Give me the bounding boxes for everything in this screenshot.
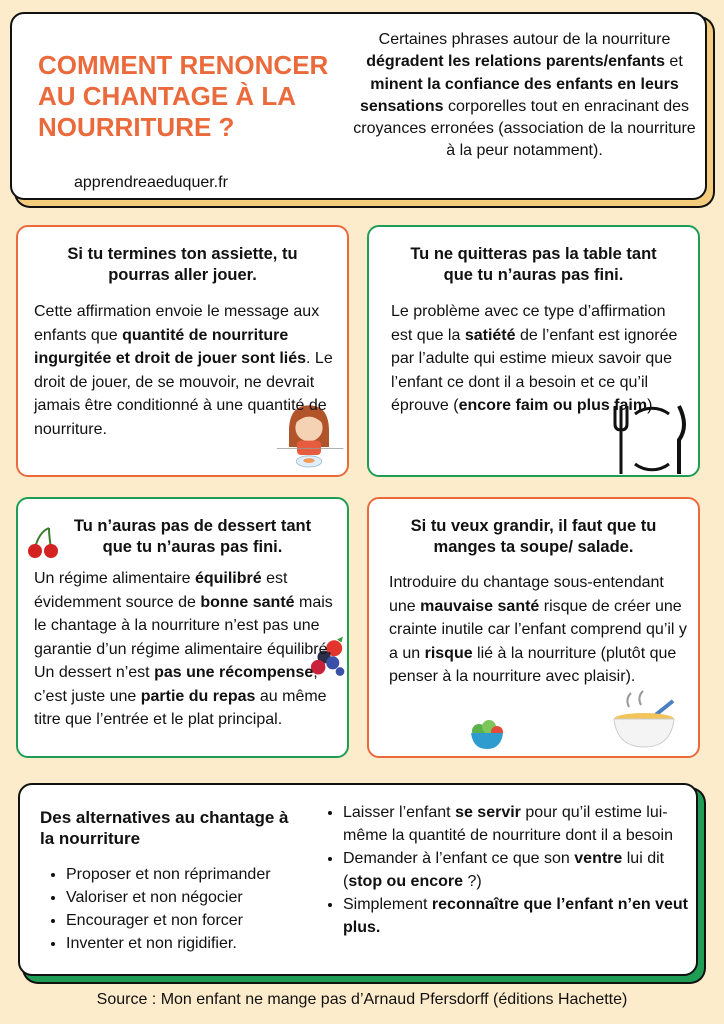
bold-text: ventre [574, 850, 623, 867]
card-dessert [16, 497, 349, 758]
text: de l’enfant est ignorée par l’adulte qui estime mieux savoir que l’enfant ce dont il a besoin et ce qu’il éprouve ( [391, 326, 678, 414]
bold-text: reconnaître que l’enfant n’en veut plus. [343, 896, 688, 936]
intro-bold: minent la confiance des enfants en leurs sensations [359, 75, 679, 115]
text: lié à la nourriture (plutôt que penser à la nourriture avec plaisir). [389, 644, 677, 685]
bold-text: pas une récompense [154, 664, 314, 681]
intro-seg: Certaines phrases autour de la nourriture [378, 31, 671, 48]
text: Introduire du chantage sous-entendant une [389, 574, 664, 615]
card-title: Tu ne quitteras pas la table tant que tu n’auras pas fini. [410, 245, 657, 284]
alternatives-left-list [48, 863, 346, 955]
page-title: COMMENT RENONCER AU CHANTAGE À LA NOURRITURE ? [38, 50, 329, 142]
text: est évidemment source de [34, 570, 288, 611]
bold-text: quantité de nourriture ingurgitée et droit de jouer sont liés [34, 326, 307, 367]
text: risque de créer une crainte inutile car l’enfant comprend qu’il y a un [389, 597, 687, 662]
bold-text: partie du repas [140, 687, 256, 705]
text: . Le droit de jouer, de se mouvoir, ne devrait jamais être conditionné à une quantité de nourriture. [34, 350, 333, 438]
header-card [10, 12, 707, 200]
card-body [391, 300, 681, 418]
text: Un régime alimentaire [34, 570, 195, 587]
site-url: apprendreaeduquer.fr [74, 174, 228, 191]
bold-text: mauvaise santé [420, 597, 540, 615]
soup-bowl-icon [609, 687, 679, 755]
card-title: Tu n’auras pas de dessert tant que tu n’auras pas fini. [73, 517, 312, 556]
list-item: • Valoriser et non négocier [66, 886, 346, 909]
list-item [343, 893, 705, 939]
card-finish-plate [16, 225, 349, 477]
intro-text [352, 29, 697, 163]
card-body [389, 571, 689, 689]
card-title: Si tu termines ton assiette, tu pourras aller jouer. [67, 245, 298, 284]
text: lui dit ( [343, 850, 665, 890]
source-citation: Source : Mon enfant ne mange pas d’Arnaud Pfersdorff (éditions Hachette) [96, 991, 628, 1008]
intro-seg: et [664, 53, 683, 71]
text: , c’est juste une [34, 664, 318, 705]
list-item: • Inventer et non rigidifier. [66, 932, 346, 955]
text: Cette affirmation envoie le message aux enfants que [34, 303, 320, 344]
list-item: • Proposer et non réprimander [66, 863, 346, 886]
text: pour qu’il estime lui-même la quantité de nourriture dont il a besoin [343, 804, 673, 844]
list-item [343, 847, 705, 893]
text: Laisser l’enfant [343, 804, 456, 821]
card-soup [367, 497, 700, 758]
card-title: Si tu veux grandir, il faut que tu manges ta soupe/ salade. [410, 517, 657, 556]
bold-text: stop ou encore [348, 873, 464, 890]
card-body [34, 567, 339, 732]
intro-bold: dégradent les relations parents/enfants [366, 53, 665, 71]
alternatives-right-list [325, 801, 705, 939]
text: Le problème avec ce type d’affirmation est que la [391, 303, 666, 344]
text: mais le chantage à la nourriture n’est pas une garantie d’un régime alimentaire équilibré. Un dessert n’est [34, 593, 333, 681]
list-item [343, 801, 705, 847]
text: Demander à l’enfant ce que son [343, 850, 575, 867]
cherries-icon [25, 524, 61, 560]
alternatives-title: Des alternatives au chantage à la nourriture [40, 808, 289, 848]
text: au même titre que l’entrée et le plat principal. [34, 687, 327, 728]
salad-bowl-icon [469, 717, 505, 753]
bold-text: encore faim ou plus faim [458, 397, 648, 414]
intro-seg: corporelles tout en enracinant des croyances erronées (association de la nourriture à la peur notamment). [353, 97, 696, 160]
text: ?) [463, 873, 482, 890]
card-leave-table [367, 225, 700, 477]
list-item: • Encourager et non forcer [66, 909, 346, 932]
bold-text: bonne santé [200, 593, 295, 611]
alternatives-card [18, 783, 698, 976]
text: Simplement [343, 896, 432, 913]
bold-text: satiété [464, 326, 516, 344]
bold-text: se servir [455, 804, 521, 821]
text: ). [647, 397, 657, 414]
bold-text: risque [424, 644, 473, 662]
card-body [34, 300, 334, 441]
bold-text: équilibré [194, 570, 262, 587]
